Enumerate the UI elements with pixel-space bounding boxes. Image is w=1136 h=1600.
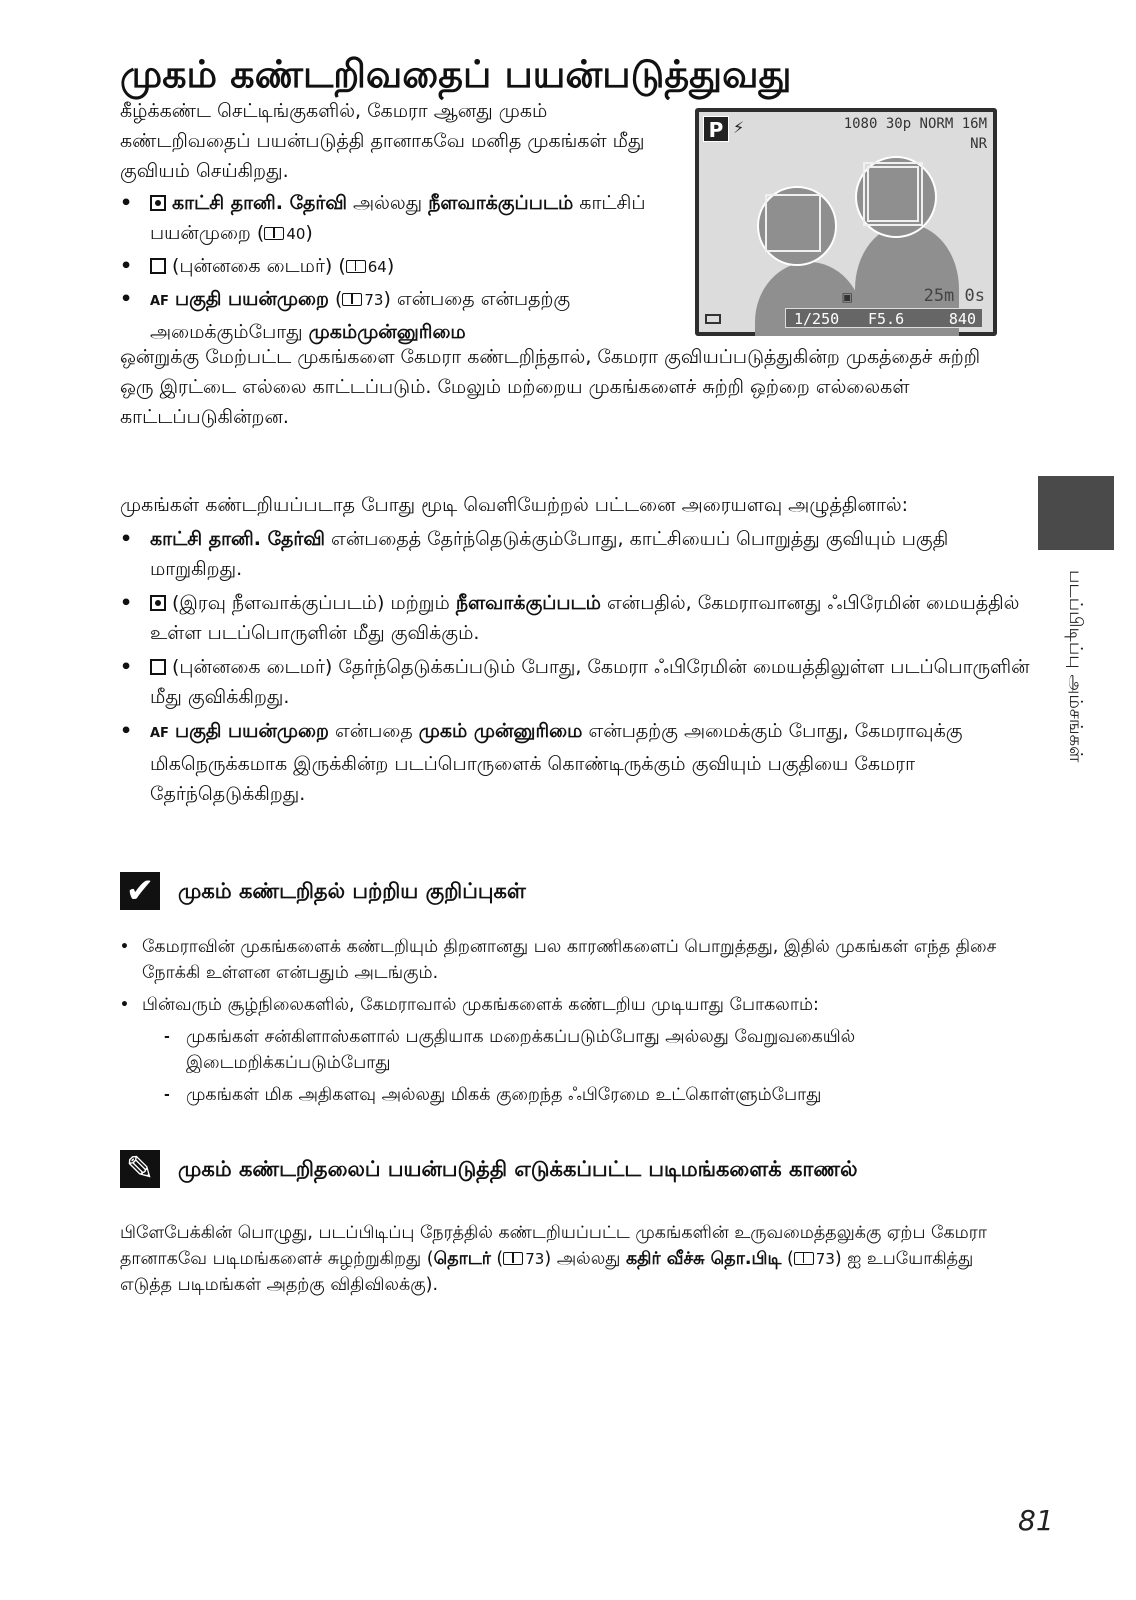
viewing-notes bbox=[120, 1220, 1020, 1298]
intro-continuation: ஒன்றுக்கு மேற்பட்ட முகங்களை கேமரா கண்டறிந்தால், கேமரா குவியப்படுத்துகின்ற முகத்தைச் சுற்றி ஒரு இரட்டை எல்லை காட்டப்படும். மேலும் மற்றைய முகங்களைச் சுற்றி ஒற்றை எல்லைகள் காட்டப்படுகின்றன. bbox=[120, 346, 981, 428]
note-heading-viewing: ✎ முகம் கண்டறிதலைப் பயன்படுத்தி எடுக்கப்பட்ட படிமங்களைக் காணல் bbox=[120, 1150, 1020, 1210]
list-item: • (புன்னகை டைமர்) ( 64) bbox=[120, 251, 680, 282]
focus-frame-right-double bbox=[867, 166, 919, 222]
remaining-shots: 840 bbox=[948, 310, 976, 328]
noise-reduction-indicator: NR bbox=[970, 136, 987, 152]
sub-item: - முகங்கள் மிக அதிகளவு அல்லது மிகக் குறைந்த ஃபிரேமை உட்கொள்ளும்போது bbox=[164, 1082, 1020, 1108]
remaining-movie-time: 25m 0s bbox=[923, 286, 985, 306]
camera-screen-illustration bbox=[695, 108, 997, 336]
exposure-bar bbox=[785, 308, 983, 328]
shutter-speed: 1/250 bbox=[794, 310, 840, 328]
book-icon bbox=[346, 260, 366, 273]
list-item: • AF பகுதி பயன்முறை என்பதை முகம் முன்னுரிமை என்பதற்கு அமைக்கும் போது, கேமராவுக்கு மிகநெருக்கமாக இருக்கின்ற படப்பொருளைக் கொண்டிருக்கும் குவியும் பகுதியை கேமரா தேர்ந்தெடுக்கிறது. bbox=[120, 716, 1030, 809]
pencil-note-icon: ✎ bbox=[120, 1150, 160, 1188]
list-item: • காட்சி தானி. தேர்வி என்பதைத் தேர்ந்தெடுக்கும்போது, காட்சியைப் பொறுத்து குவியும் பகுதி மாறுகிறது. bbox=[120, 524, 1030, 584]
chapter-label: படப்பிடிப்பு அம்சங்கள் bbox=[1065, 570, 1086, 763]
no-face-list bbox=[120, 524, 1030, 809]
no-face-text: முகங்கள் கண்டறியப்படாத போது மூடி வெளியேற்றல் பட்டனை அரையளவு அழுத்தினால்: bbox=[120, 494, 909, 516]
night-portrait-icon bbox=[150, 595, 166, 611]
list-item: • காட்சி தானி. தேர்வி அல்லது நீளவாக்குப்படம் காட்சிப் பயன்முறை ( 40) bbox=[120, 188, 680, 249]
list-item: • (புன்னகை டைமர்) தேர்ந்தெடுக்கப்படும் போது, கேமரா ஃபிரேமின் மையத்திலுள்ள படப்பொருளின் மீது குவிக்கிறது. bbox=[120, 652, 1030, 712]
sub-list bbox=[142, 1024, 1020, 1108]
sub-item: - முகங்கள் சன்கிளாஸ்களால் பகுதியாக மறைக்கப்படும்போது அல்லது வேறுவகையில் இடைமறிக்கப்படும்போது bbox=[164, 1024, 1020, 1076]
shooting-mode-badge: P bbox=[703, 116, 729, 142]
battery-icon bbox=[705, 314, 721, 324]
note-heading-face-detection: ✔ முகம் கண்டறிதல் பற்றிய குறிப்புகள் bbox=[120, 872, 1020, 912]
list-item: • கேமராவின் முகங்களைக் கண்டறியும் திறனானது பல காரணிகளைப் பொறுத்தது, இதில் முகங்கள் எந்த திசை நோக்கி உள்ளன என்பதும் அடங்கும். bbox=[120, 934, 1020, 986]
smile-timer-icon bbox=[150, 258, 166, 274]
aperture-value: F5.6 bbox=[868, 310, 905, 328]
intro-text: கீழ்க்கண்ட செட்டிங்குகளில், கேமரா ஆனது முகம் கண்டறிவதைப் பயன்படுத்தி தானாகவே மனித முகங்கள் மீது குவியம் செய்கிறது. bbox=[120, 100, 645, 182]
af-label: AF bbox=[150, 294, 169, 309]
smile-timer-icon bbox=[150, 659, 166, 675]
intro-section bbox=[120, 96, 680, 347]
no-face-section bbox=[120, 490, 1030, 809]
page-title: முகம் கண்டறிவதைப் பயன்படுத்துவது bbox=[120, 52, 792, 96]
list-item: • பின்வரும் சூழ்நிலைகளில், கேமராவால் முகங்களைக் கண்டறிய முடியாது போகலாம்: - முகங்கள் சன்கிளாஸ்களால் பகுதியாக மறைக்கப்படும்போது அல்லது வேறுவகையில் இடைமறிக்கப்படும்போது - முகங்கள் மிக அதிகளவு அல்லது மிகக் குறைந்த ஃபிரேமை உட்கொள்ளும்போது bbox=[120, 992, 1020, 1108]
book-icon bbox=[503, 1252, 523, 1265]
intro-list bbox=[120, 188, 680, 347]
image-settings-indicators: 1080 30p NORM 16M bbox=[843, 116, 987, 132]
scene-auto-selector-icon bbox=[150, 195, 166, 211]
book-icon bbox=[342, 293, 362, 306]
list-item: • AF பகுதி பயன்முறை ( 73) என்பதை என்பதற்கு அமைக்கும்போது முகம்முன்னுரிமை bbox=[120, 284, 680, 347]
list-item: • (இரவு நீளவாக்குப்படம்) மற்றும் நீளவாக்குப்படம் என்பதில், கேமராவானது ஃபிரேமின் மையத்தில் உள்ள படப்பொருளின் மீது குவிக்கும். bbox=[120, 588, 1030, 648]
checkmark-icon: ✔ bbox=[120, 872, 160, 910]
viewing-notes-text: பிளேபேக்கின் பொழுது, படப்பிடிப்பு நேரத்தில் கண்டறியப்பட்ட முகங்களின் உருவமைத்தலுக்கு ஏற்ப கேமரா தானாகவே படிமங்களைச் சுழற்றுகிறது (தொடர் ( 73) அல்லது கதிர் வீச்சு தொ.பிடி ( 73) ஐ உபயோகித்து எடுத்த படிமங்கள் அதற்கு விதிவிலக்கு). bbox=[120, 1223, 987, 1295]
chapter-tab bbox=[1038, 476, 1114, 550]
camera-viewfinder bbox=[699, 112, 993, 332]
memory-card-icon: ▣ bbox=[841, 290, 853, 304]
book-icon bbox=[264, 227, 284, 240]
flash-icon: ⚡ bbox=[733, 118, 745, 137]
face-detection-notes bbox=[120, 928, 1020, 1108]
book-icon bbox=[794, 1252, 814, 1265]
notes-list bbox=[120, 934, 1020, 1108]
af-label: AF bbox=[150, 726, 169, 741]
page-number: 81 bbox=[1018, 1504, 1054, 1537]
focus-frame-left bbox=[765, 194, 821, 252]
